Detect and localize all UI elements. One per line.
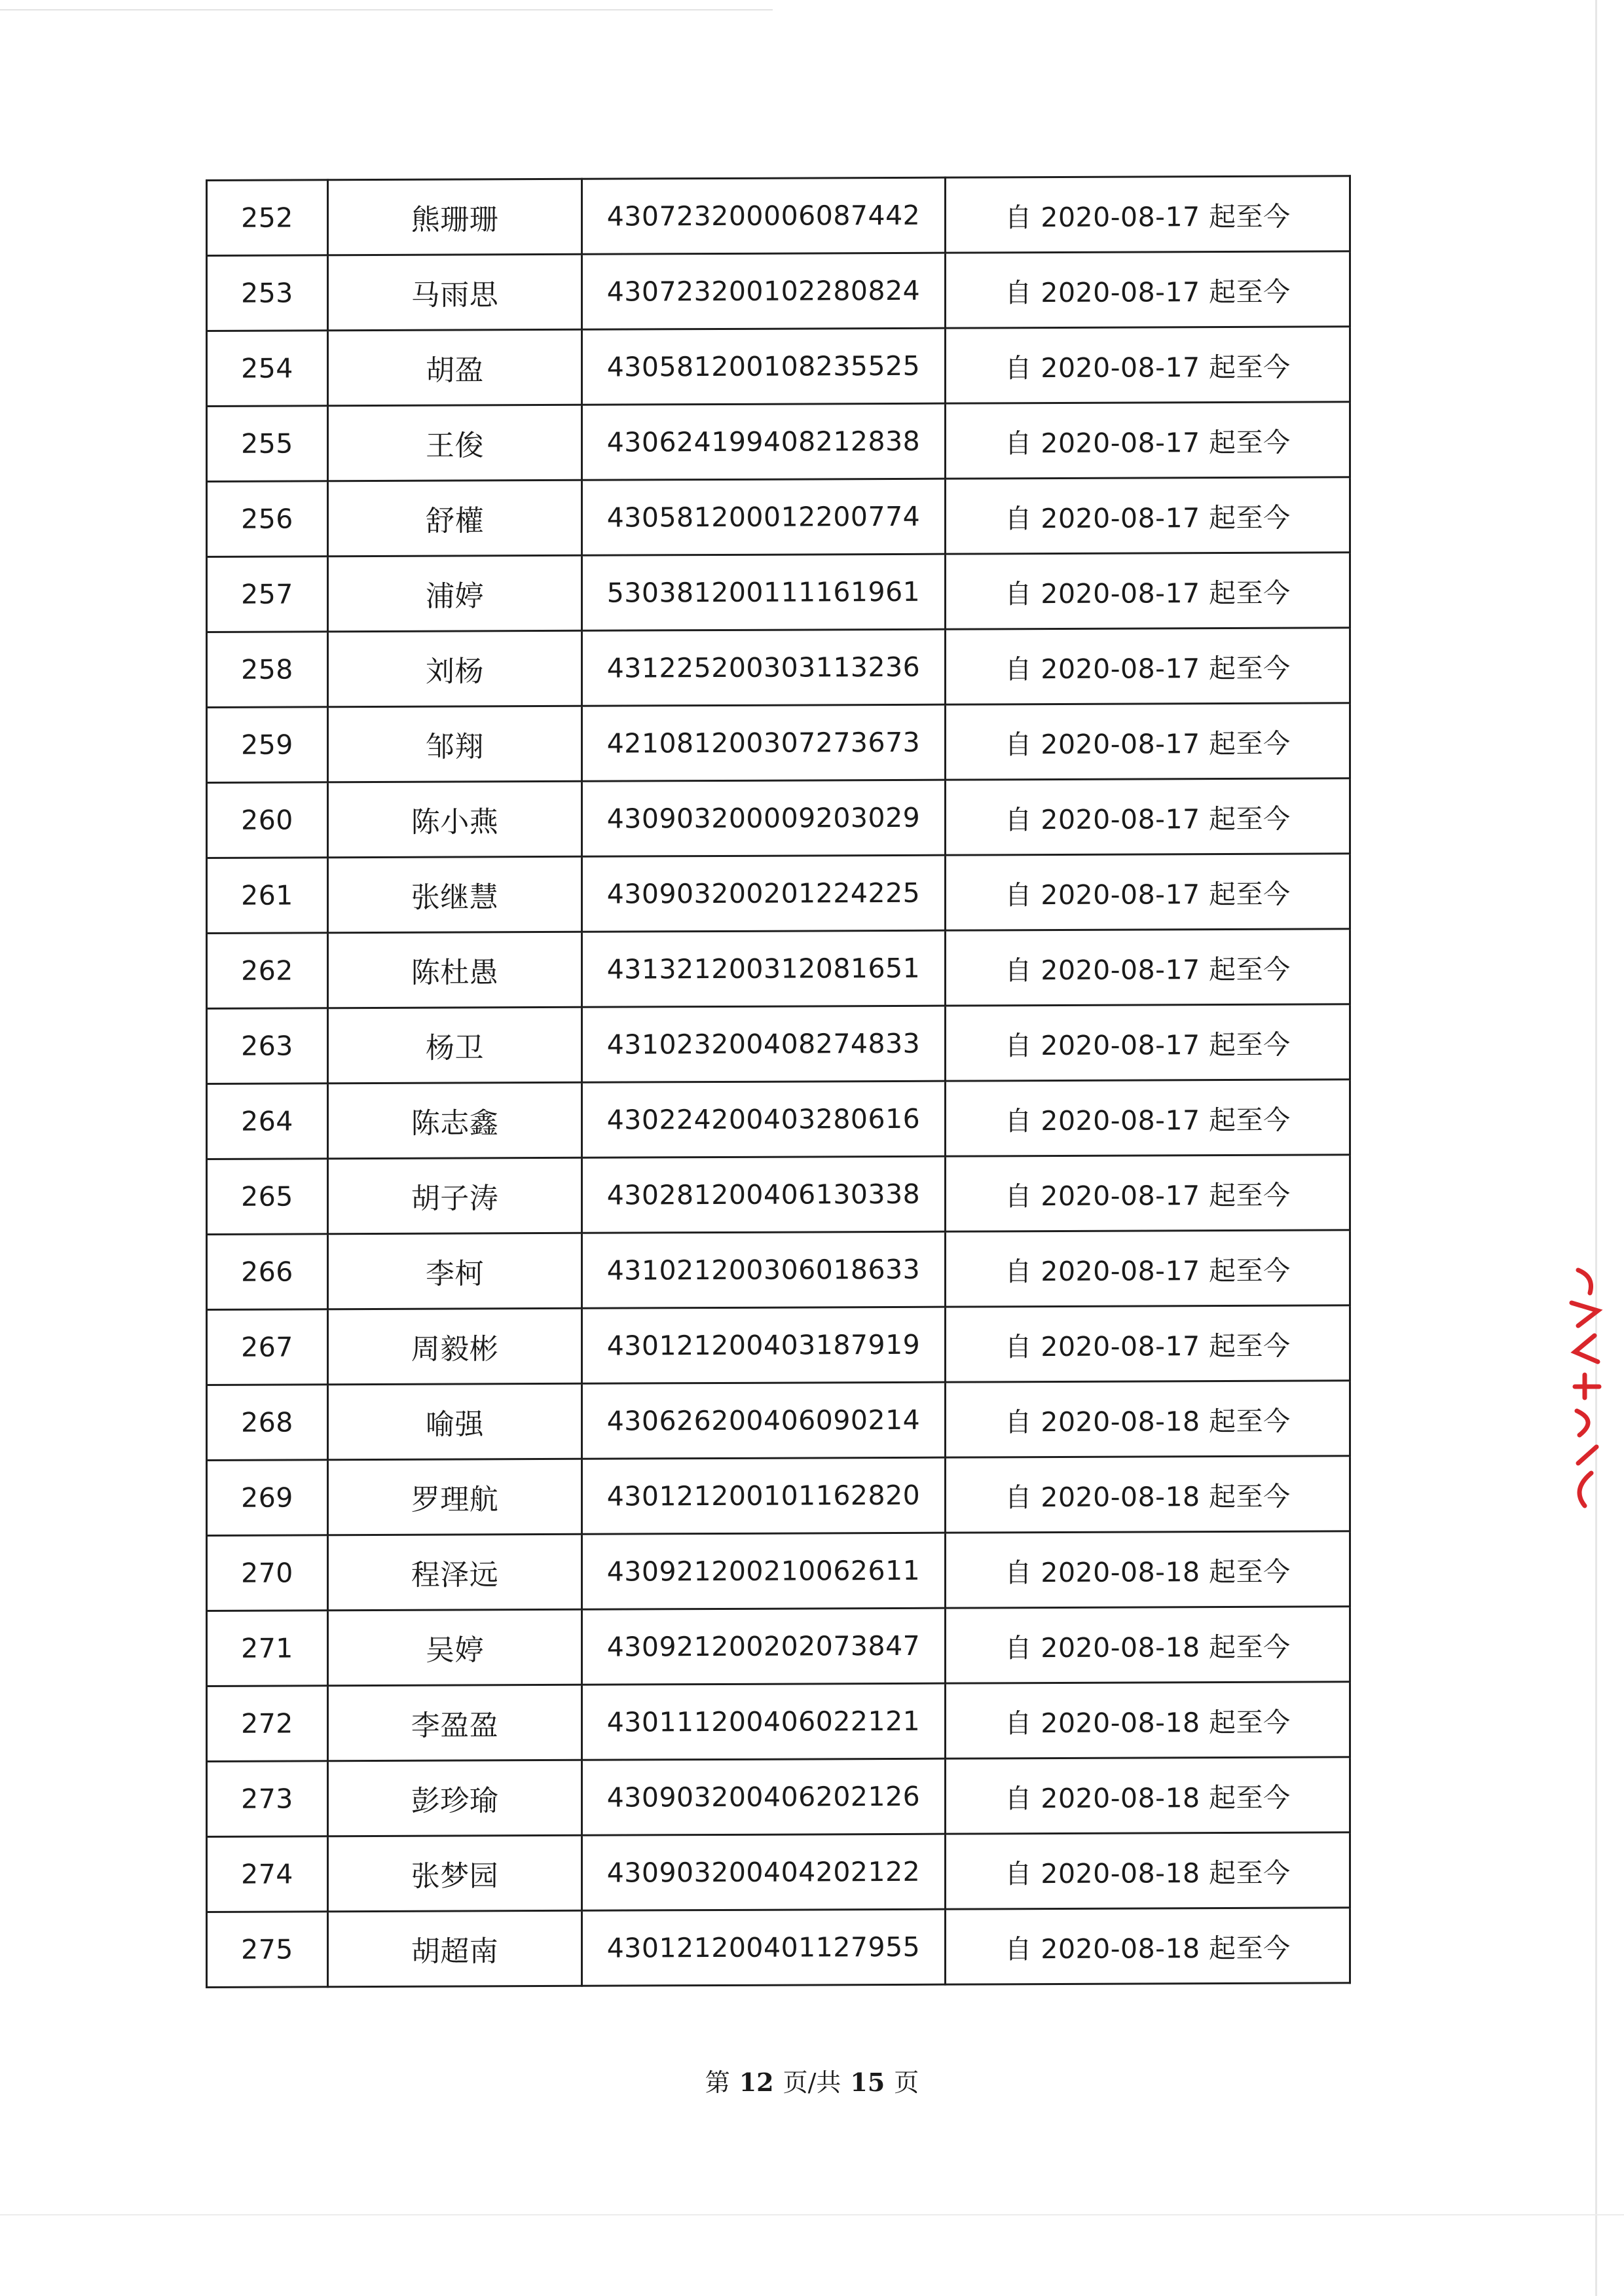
id-number-cell: 421081200307273673 [582,704,946,781]
person-name-cell: 邹翔 [328,706,582,782]
period-cell: 自 2020-08-18 起至今 [946,1607,1350,1683]
scan-bottom-edge [0,2214,1624,2215]
footer-prefix: 第 [705,2068,730,2097]
table-row [207,1230,1350,1310]
row-number-cell: 258 [207,632,328,708]
person-name-cell: 陈志鑫 [328,1082,582,1158]
period-cell: 自 2020-08-17 起至今 [946,778,1350,855]
person-name-cell: 杨卫 [328,1007,582,1083]
row-number-cell: 255 [207,406,328,482]
person-name-cell: 陈小燕 [328,781,582,857]
id-number-cell: 430903200009203029 [582,780,946,856]
row-number-cell: 260 [207,782,328,858]
period-cell: 自 2020-08-17 起至今 [946,176,1350,253]
table-row [207,1757,1350,1837]
table-row [207,327,1350,407]
period-cell: 自 2020-08-17 起至今 [946,1305,1350,1382]
period-cell: 自 2020-08-17 起至今 [946,703,1350,780]
row-number-cell: 262 [207,933,328,1009]
id-number-cell: 430723200006087442 [582,177,946,254]
table-row [207,929,1350,1009]
id-number-cell: 430111200406022121 [582,1683,946,1760]
period-cell: 自 2020-08-17 起至今 [946,251,1350,328]
table-row [207,1832,1350,1912]
footer-current-page: 12 [739,2068,774,2097]
person-name-cell: 吴婷 [328,1609,582,1685]
row-number-cell: 263 [207,1008,328,1084]
period-cell: 自 2020-08-17 起至今 [946,1080,1350,1156]
table-row [207,1908,1350,1988]
scan-top-edge [0,9,773,10]
period-cell: 自 2020-08-18 起至今 [946,1682,1350,1758]
person-name-cell: 李盈盈 [328,1685,582,1760]
table-row [207,1381,1350,1461]
period-cell: 自 2020-08-17 起至今 [946,477,1350,554]
row-number-cell: 274 [207,1836,328,1912]
row-number-cell: 254 [207,331,328,407]
row-number-cell: 268 [207,1385,328,1461]
table-row [207,854,1350,934]
table-row [207,251,1350,331]
red-seal-fragment-icon [1559,1264,1611,1512]
table-row [207,1456,1350,1536]
person-name-cell: 程泽远 [328,1534,582,1610]
id-number-cell: 431321200312081651 [582,930,946,1007]
table-row [207,1531,1350,1611]
row-number-cell: 265 [207,1159,328,1235]
id-number-cell: 431021200306018633 [582,1231,946,1308]
person-name-cell: 胡盈 [328,329,582,405]
id-number-cell: 430903200201224225 [582,855,946,932]
footer-total-pages: 15 [850,2068,885,2097]
id-number-cell: 430121200401127955 [582,1909,946,1986]
row-number-cell: 256 [207,481,328,557]
row-number-cell: 270 [207,1535,328,1611]
id-number-cell: 430903200406202126 [582,1758,946,1835]
period-cell: 自 2020-08-17 起至今 [946,327,1350,403]
id-number-cell: 430121200403187919 [582,1307,946,1383]
scan-right-edge [1595,0,1597,2296]
id-number-cell: 430903200404202122 [582,1834,946,1910]
id-number-cell: 430723200102280824 [582,253,946,329]
row-number-cell: 273 [207,1761,328,1837]
row-number-cell: 271 [207,1611,328,1686]
id-number-cell: 430624199408212838 [582,403,946,480]
person-name-cell: 喻强 [328,1383,582,1459]
person-name-cell: 李柯 [328,1233,582,1309]
id-number-cell: 430581200108235525 [582,328,946,405]
id-number-cell: 430224200403280616 [582,1081,946,1157]
person-name-cell: 王俊 [328,405,582,481]
row-number-cell: 269 [207,1460,328,1536]
table-row [207,778,1350,858]
row-number-cell: 275 [207,1912,328,1988]
roster-table [206,175,1351,1988]
period-cell: 自 2020-08-18 起至今 [946,1757,1350,1834]
period-cell: 自 2020-08-17 起至今 [946,929,1350,1006]
row-number-cell: 264 [207,1084,328,1159]
footer-suffix: 页 [894,2068,919,2097]
row-number-cell: 266 [207,1234,328,1310]
period-cell: 自 2020-08-17 起至今 [946,854,1350,930]
person-name-cell: 马雨思 [328,254,582,330]
id-number-cell: 430581200012200774 [582,479,946,555]
table-row [207,1080,1350,1159]
table-row [207,1607,1350,1686]
row-number-cell: 272 [207,1686,328,1762]
person-name-cell: 浦婷 [328,555,582,631]
table-row [207,176,1350,256]
id-number-cell: 431225200303113236 [582,629,946,706]
person-name-cell: 张继慧 [328,856,582,932]
row-number-cell: 252 [207,180,328,256]
person-name-cell: 胡子涛 [328,1157,582,1233]
period-cell: 自 2020-08-18 起至今 [946,1381,1350,1457]
person-name-cell: 胡超南 [328,1910,582,1986]
person-name-cell: 熊珊珊 [328,179,582,255]
id-number-cell: 431023200408274833 [582,1006,946,1082]
person-name-cell: 周毅彬 [328,1308,582,1384]
table-row [207,1682,1350,1762]
page-footer [0,2062,1624,2098]
period-cell: 自 2020-08-18 起至今 [946,1908,1350,1984]
period-cell: 自 2020-08-18 起至今 [946,1456,1350,1533]
row-number-cell: 267 [207,1309,328,1385]
table-row [207,628,1350,708]
period-cell: 自 2020-08-18 起至今 [946,1832,1350,1909]
period-cell: 自 2020-08-17 起至今 [946,1230,1350,1307]
person-name-cell: 刘杨 [328,630,582,706]
period-cell: 自 2020-08-17 起至今 [946,628,1350,704]
person-name-cell: 彭珍瑜 [328,1760,582,1836]
table-row [207,703,1350,783]
person-name-cell: 舒權 [328,480,582,556]
id-number-cell: 430281200406130338 [582,1156,946,1233]
id-number-cell: 430121200101162820 [582,1457,946,1534]
footer-middle: 页/共 [783,2068,841,2097]
roster-table-body [207,176,1350,1988]
person-name-cell: 陈杜愚 [328,932,582,1008]
person-name-cell: 张梦园 [328,1835,582,1911]
table-row [207,402,1350,482]
table-row [207,553,1350,632]
row-number-cell: 253 [207,255,328,331]
period-cell: 自 2020-08-17 起至今 [946,1004,1350,1081]
row-number-cell: 259 [207,707,328,783]
id-number-cell: 530381200111161961 [582,554,946,630]
row-number-cell: 261 [207,858,328,934]
row-number-cell: 257 [207,556,328,632]
period-cell: 自 2020-08-17 起至今 [946,402,1350,479]
period-cell: 自 2020-08-17 起至今 [946,1155,1350,1231]
table-row [207,1004,1350,1084]
period-cell: 自 2020-08-17 起至今 [946,553,1350,629]
id-number-cell: 430921200202073847 [582,1608,946,1685]
period-cell: 自 2020-08-18 起至今 [946,1531,1350,1608]
id-number-cell: 430626200406090214 [582,1382,946,1459]
id-number-cell: 430921200210062611 [582,1533,946,1609]
table-row [207,477,1350,557]
person-name-cell: 罗理航 [328,1459,582,1535]
table-row [207,1305,1350,1385]
table-row [207,1155,1350,1235]
